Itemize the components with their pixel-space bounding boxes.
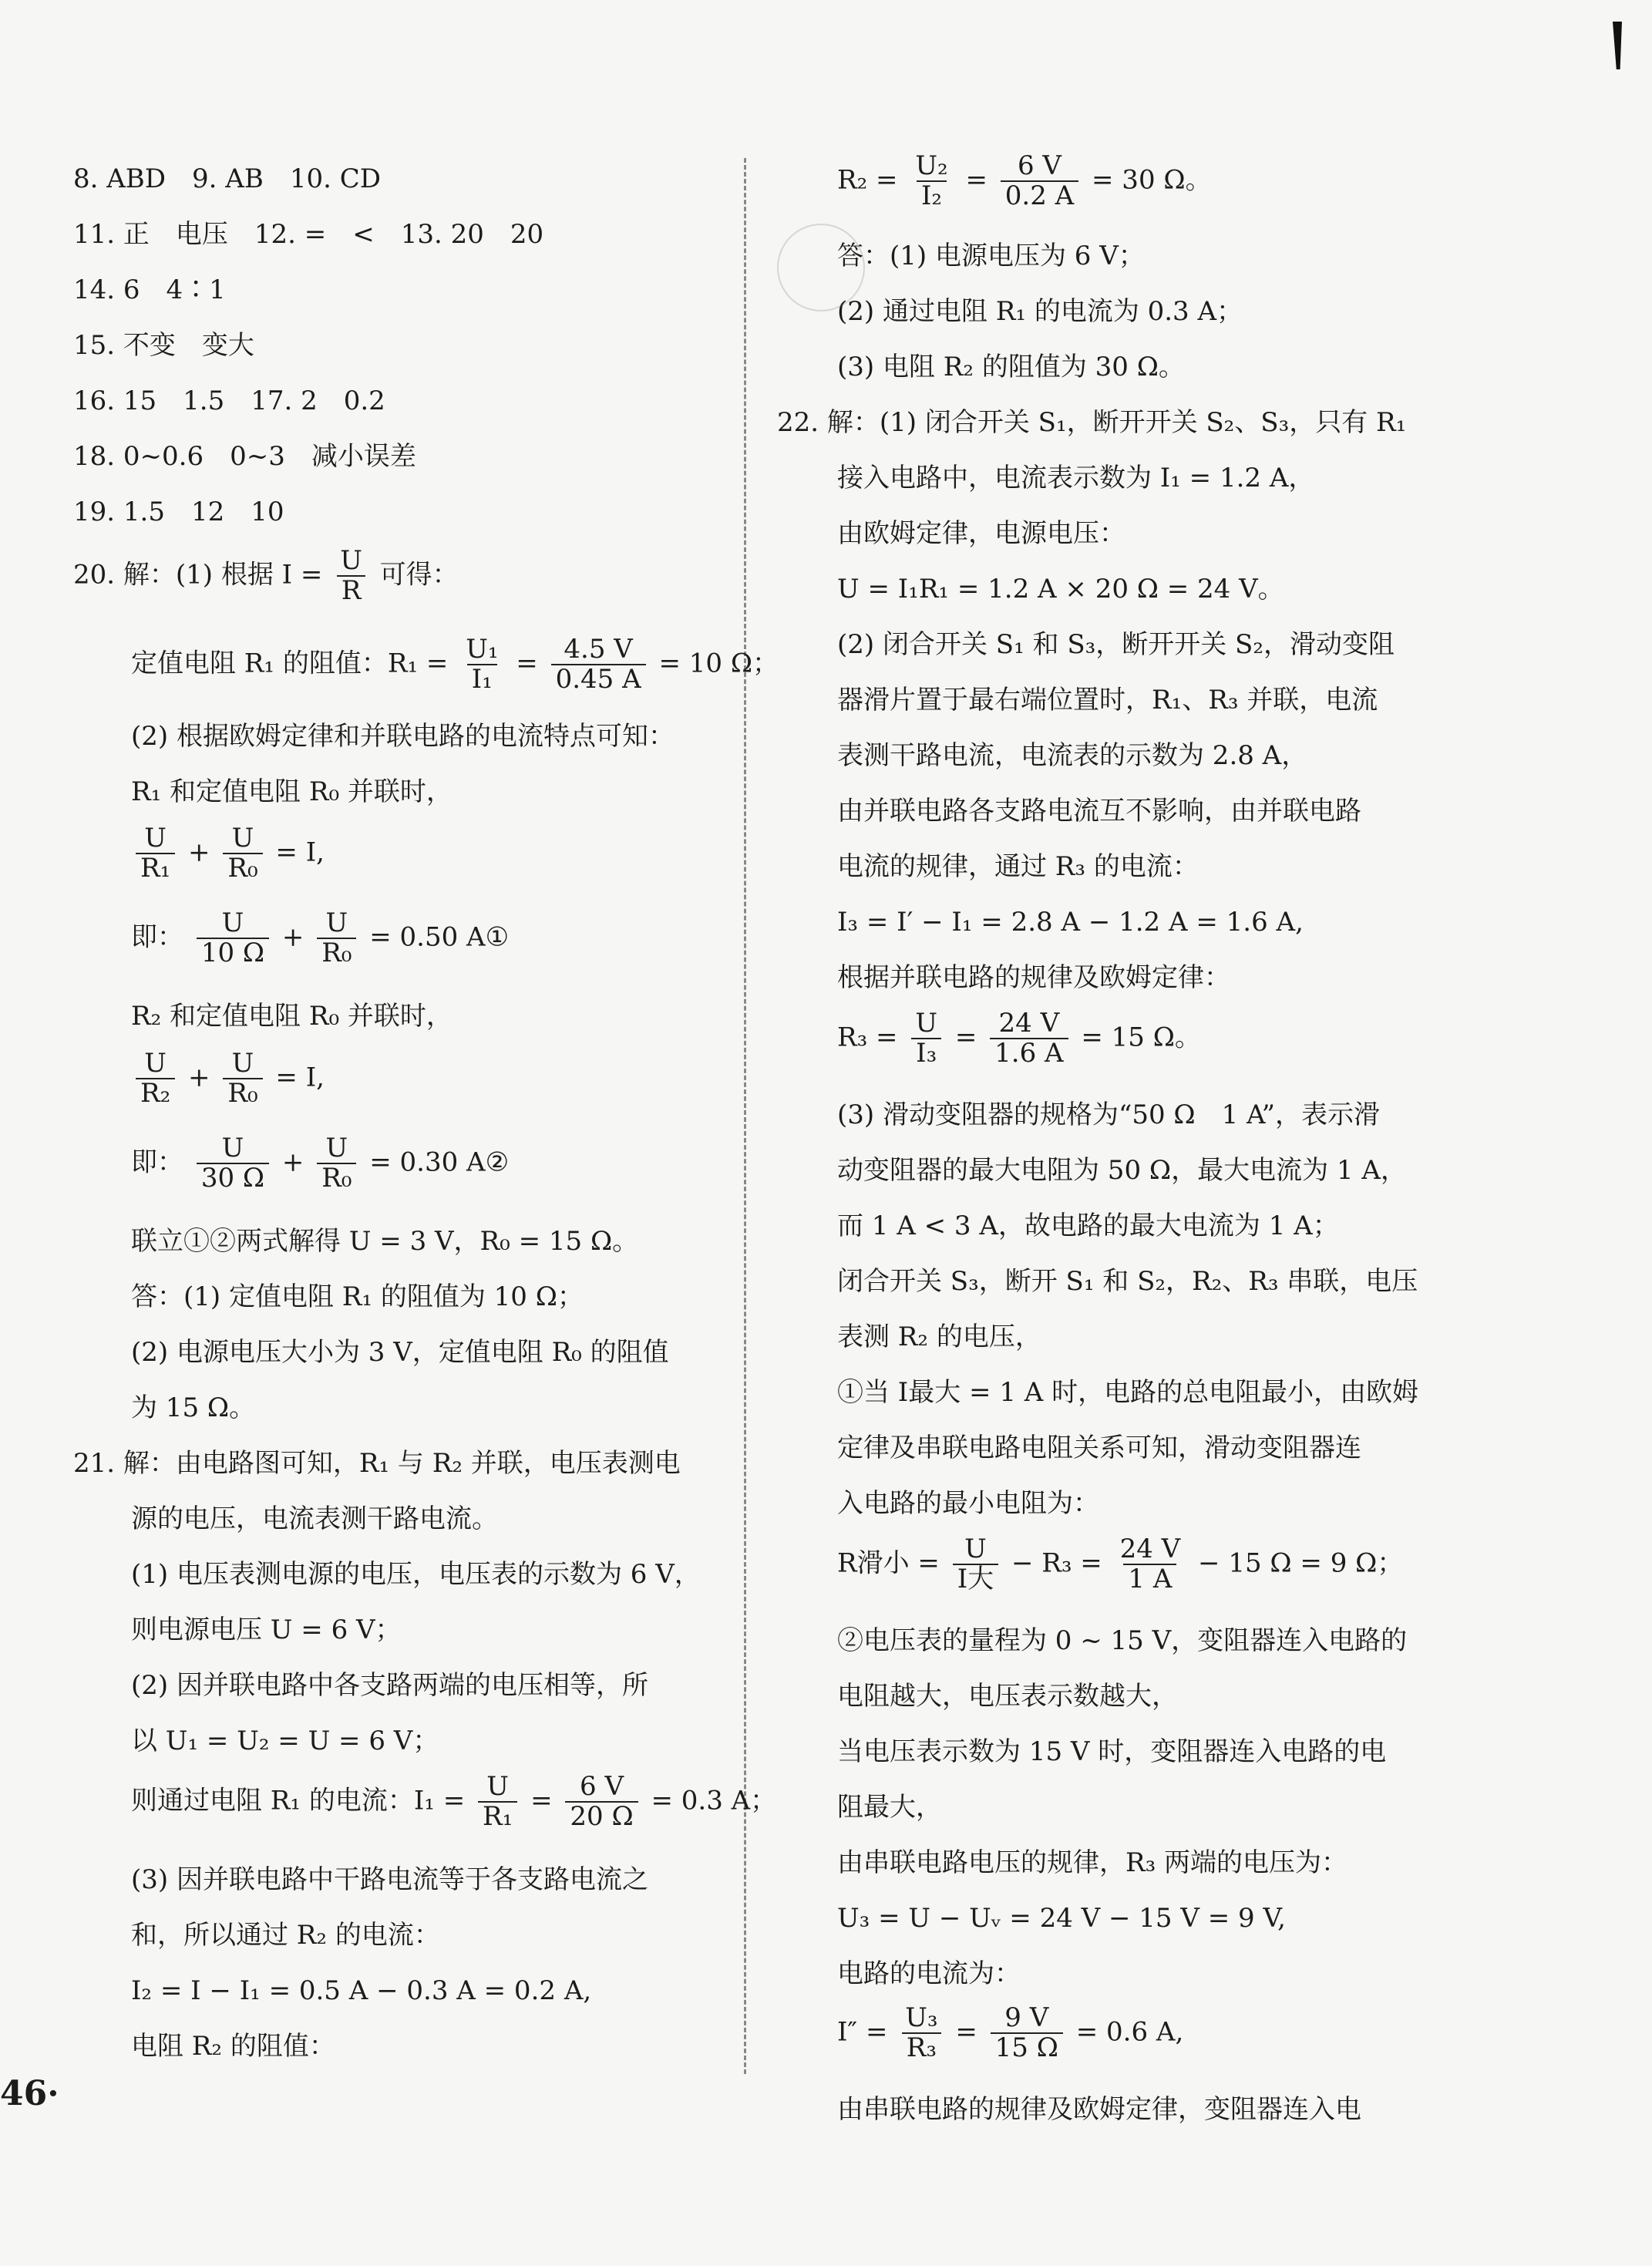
fraction [991, 2002, 1063, 2063]
solution-line: 电路的电流为： [837, 1958, 1021, 1989]
solution-line: R₂ = $\frac{\text{U₂}}{\text{I₂}}$ = $\frac{6 V}{0.2 A}$ = 30 Ω。 [837, 150, 1212, 211]
denominator: R₂ [136, 1078, 175, 1108]
solution-line: 电阻 R₂ 的阻值： [131, 2031, 335, 2062]
answer-line: 16. 15 1.5 17. 2 0.2 [73, 386, 385, 416]
text: I″ = [837, 2016, 888, 2048]
answer-line: 18. 0~0.6 0~3 减小误差 [73, 441, 416, 472]
text: 20. 解：(1) 根据 I = [73, 559, 323, 591]
denominator: R₁ [136, 853, 175, 883]
numerator: 24 V [998, 1008, 1060, 1039]
solution-line: 接入电路中，电流表示数为 I₁ = 1.2 A， [837, 463, 1315, 493]
fraction [990, 1010, 1068, 1068]
solution-line: 为 15 Ω。 [131, 1392, 256, 1423]
fraction [478, 1773, 517, 1831]
numerator: U [340, 545, 362, 576]
text: − R₃ = [1011, 1547, 1102, 1579]
numerator: U [221, 907, 244, 938]
fraction [317, 907, 356, 968]
solution-line: 即： $\frac{U}{10 \Omega}$ + $\frac{U}{\text{R₀}}$ = 0.50 A① [131, 907, 510, 968]
solution-line: I₂ = I − I₁ = 0.5 A − 0.3 A = 0.2 A, [131, 1975, 592, 2006]
text: = 0.50 A① [369, 921, 510, 953]
solution-line: 表测干路电流，电流表的示数为 2.8 A， [837, 740, 1308, 771]
solution-line: 21. 解：由电路图可知，R₁ 与 R₂ 并联，电压表测电 [73, 1448, 681, 1479]
solution-line: 闭合开关 S₃，断开 S₁ 和 S₂，R₂、R₃ 串联，电压 [837, 1266, 1418, 1297]
fraction [197, 1135, 269, 1193]
solution-line: 器滑片置于最右端位置时，R₁、R₃ 并联，电流 [837, 685, 1378, 715]
denominator: R₁ [478, 1801, 517, 1831]
denominator: R₀ [317, 938, 356, 968]
solution-line: 由并联电路各支路电流互不影响，由并联电路 [837, 796, 1361, 827]
fraction [223, 825, 262, 883]
solution-line: 电阻越大，电压表示数越大， [837, 1681, 1178, 1712]
solution-line: 表测 R₂ 的电压， [837, 1322, 1041, 1352]
solution-line: (2) 通过电阻 R₁ 的电流为 0.3 A； [837, 296, 1243, 327]
fraction [953, 1536, 998, 1594]
text: = I, [275, 1062, 325, 1093]
solution-line: 电流的规律，通过 R₃ 的电流： [837, 851, 1199, 882]
answer-line: 14. 6 4∶1 [73, 274, 226, 305]
solution-line: 入电路的最小电阻为： [837, 1488, 1099, 1519]
numerator: U [221, 1133, 244, 1163]
text: 则通过电阻 R₁ 的电流：I₁ = [131, 1785, 466, 1817]
text: = 15 Ω。 [1081, 1022, 1201, 1053]
fraction [910, 1010, 942, 1068]
corner-mark [1613, 22, 1622, 69]
solution-line: I″ = $\frac{\text{U₃}}{\text{R₃}}$ = $\frac{9 V}{15 \Omega}$ = 0.6 A, [837, 2002, 1184, 2063]
solution-line: 则通过电阻 R₁ 的电流：I₁ = $\frac{U}{\text{R₁}}$ = $\frac{6 V}{20 \Omega}$ = 0.3 A； [131, 1771, 777, 1832]
fraction [461, 636, 503, 694]
solution-line: 以 U₁ = U₂ = U = 6 V； [131, 1726, 439, 1756]
answer-line: 19. 1.5 12 10 [73, 497, 284, 527]
solution-line: 源的电压，电流表测干路电流。 [131, 1503, 498, 1534]
numerator: U [231, 1048, 254, 1079]
solution-line: (2) 闭合开关 S₁ 和 S₃，断开开关 S₂，滑动变阻 [837, 629, 1395, 660]
solution-line: (1) 电压表测电源的电压，电压表的示数为 6 V， [131, 1559, 701, 1590]
fraction [551, 636, 646, 694]
fraction [335, 547, 367, 605]
solution-line: 根据并联电路的规律及欧姆定律： [837, 962, 1230, 993]
text: 即： [131, 921, 183, 953]
fraction [136, 1050, 175, 1108]
solution-line: 定律及串联电路电阻关系可知，滑动变阻器连 [837, 1433, 1361, 1463]
denominator: I₃ [911, 1038, 941, 1068]
solution-line: 而 1 A < 3 A，故电路的最大电流为 1 A； [837, 1210, 1339, 1241]
solution-line: U = I₁R₁ = 1.2 A × 20 Ω = 24 V。 [837, 574, 1284, 604]
numerator: U₁ [466, 634, 499, 665]
text: R₃ = [837, 1022, 898, 1053]
text: 即： [131, 1146, 183, 1178]
denominator: 10 Ω [197, 938, 269, 968]
answer-line: 11. 正 电压 12. = < 13. 20 20 [73, 219, 544, 250]
solution-line: 答：(1) 电源电压为 6 V； [837, 241, 1145, 271]
page-number: 46· [0, 2074, 59, 2113]
fraction [900, 2002, 942, 2063]
numerator: U [144, 1048, 167, 1079]
denominator: R₀ [317, 1163, 356, 1193]
text: = 30 Ω。 [1092, 164, 1212, 196]
solution-line: (2) 根据欧姆定律和并联电路的电流特点可知： [131, 721, 675, 752]
solution-line: (3) 滑动变阻器的规格为“50 Ω 1 A”，表示滑 [837, 1099, 1380, 1130]
solution-line: 由串联电路电压的规律，R₃ 两端的电压为： [837, 1847, 1348, 1878]
numerator: 4.5 V [564, 634, 633, 665]
numerator: U₂ [915, 150, 948, 181]
solution-line: 由欧姆定律，电源电压： [837, 518, 1125, 549]
text: = 10 Ω； [658, 648, 779, 679]
watermark-stamp [777, 224, 865, 311]
numerator: U [325, 1133, 348, 1163]
answer-line: 15. 不变 变大 [73, 330, 254, 361]
text: = 0.3 A； [651, 1785, 777, 1817]
denominator: R₃ [902, 2032, 941, 2062]
numerator: U [325, 907, 348, 938]
text: R滑小 = [837, 1547, 940, 1579]
solution-line: R₃ = $\frac{U}{\text{I₃}}$ = $\frac{24 V}{1.6 A}$ = 15 Ω。 [837, 1008, 1201, 1069]
text: 可得： [379, 559, 459, 591]
solution-line: 和，所以通过 R₂ 的电流： [131, 1920, 440, 1951]
fraction [197, 907, 269, 968]
solution-line: R₁ 和定值电阻 R₀ 并联时， [131, 776, 453, 807]
solution-line: 22. 解：(1) 闭合开关 S₁，断开开关 S₂、S₃，只有 R₁ [777, 407, 1407, 438]
denominator: 1.6 A [990, 1038, 1068, 1068]
solution-line [73, 547, 459, 605]
fraction [1115, 1536, 1186, 1594]
denominator: R₀ [223, 853, 262, 883]
denominator: I₂ [917, 180, 947, 210]
numerator: U₃ [905, 2002, 938, 2033]
fraction [317, 1135, 356, 1193]
solution-line: $\frac{U}{\text{R₁}}$ + $\frac{U}{\text{R₀}}$ = I, [131, 825, 325, 883]
numerator: 6 V [580, 1771, 624, 1802]
text: R₂ = [837, 164, 898, 196]
solution-line: (3) 电阻 R₂ 的阻值为 30 Ω。 [837, 352, 1185, 382]
solution-line: 即： $\frac{U}{30 \Omega}$ + $\frac{U}{\text{R₀}}$ = 0.30 A② [131, 1133, 510, 1194]
denominator: 30 Ω [197, 1163, 269, 1193]
numerator: U [144, 823, 167, 854]
solution-line: 当电压表示数为 15 V 时，变阻器连入电路的电 [837, 1736, 1387, 1767]
numerator: U [231, 823, 254, 854]
denominator: 1 A [1123, 1564, 1176, 1594]
solution-line: (3) 因并联电路中干路电流等于各支路电流之 [131, 1864, 648, 1895]
numerator: 9 V [1004, 2002, 1049, 2033]
solution-line: 联立①②两式解得 U = 3 V，R₀ = 15 Ω。 [131, 1226, 639, 1257]
denominator: R [337, 575, 366, 605]
solution-line: U₃ = U − Uᵥ = 24 V − 15 V = 9 V, [837, 1903, 1286, 1934]
text: = I, [275, 837, 325, 868]
text: = 0.30 A② [369, 1146, 510, 1178]
denominator: 0.45 A [551, 664, 646, 694]
denominator: 15 Ω [991, 2032, 1063, 2062]
fraction [910, 150, 952, 211]
denominator: 20 Ω [565, 1801, 638, 1831]
solution-line: 阻最大， [837, 1792, 942, 1823]
solution-line: ②电压表的量程为 0 ~ 15 V，变阻器连入电路的 [837, 1625, 1408, 1656]
fraction [565, 1773, 638, 1831]
numerator: 24 V [1119, 1534, 1181, 1564]
numerator: 6 V [1017, 150, 1062, 181]
solution-line: (2) 电源电压大小为 3 V，定值电阻 R₀ 的阻值 [131, 1337, 669, 1368]
denominator: R₀ [223, 1078, 262, 1108]
solution-line: 则电源电压 U = 6 V； [131, 1614, 402, 1645]
solution-line: 答：(1) 定值电阻 R₁ 的阻值为 10 Ω； [131, 1281, 584, 1312]
text: − 15 Ω = 9 Ω； [1198, 1547, 1404, 1579]
denominator: I大 [953, 1564, 998, 1594]
numerator: U [964, 1534, 987, 1564]
solution-line [837, 1536, 1403, 1594]
fraction [1001, 150, 1078, 211]
solution-line: 动变阻器的最大电阻为 50 Ω，最大电流为 1 A， [837, 1155, 1407, 1186]
solution-line: ①当 I最大 = 1 A 时，电路的总电阻最小，由欧姆 [837, 1377, 1419, 1408]
text: = 0.6 A, [1075, 2016, 1184, 2048]
solution-line: 定值电阻 R₁ 的阻值：R₁ = $\frac{\text{U₁}}{\text{I₁}}$ = $\frac{4.5 V}{0.45 A}$ = 10 Ω； [131, 634, 779, 695]
solution-line: (2) 因并联电路中各支路两端的电压相等，所 [131, 1670, 648, 1701]
numerator: U [486, 1771, 509, 1802]
text: 定值电阻 R₁ 的阻值：R₁ = [131, 648, 449, 679]
fraction [136, 825, 175, 883]
denominator: 0.2 A [1001, 180, 1078, 210]
denominator: I₁ [467, 664, 497, 694]
solution-line: $\frac{U}{\text{R₂}}$ + $\frac{U}{\text{R₀}}$ = I, [131, 1050, 325, 1108]
solution-line: 由串联电路的规律及欧姆定律，变阻器连入电 [837, 2094, 1361, 2125]
answer-line: 8. ABD 9. AB 10. CD [73, 163, 381, 194]
numerator: U [915, 1008, 937, 1039]
solution-line: R₂ 和定值电阻 R₀ 并联时， [131, 1001, 453, 1032]
fraction [223, 1050, 262, 1108]
solution-line: I₃ = I′ − I₁ = 2.8 A − 1.2 A = 1.6 A, [837, 907, 1304, 938]
